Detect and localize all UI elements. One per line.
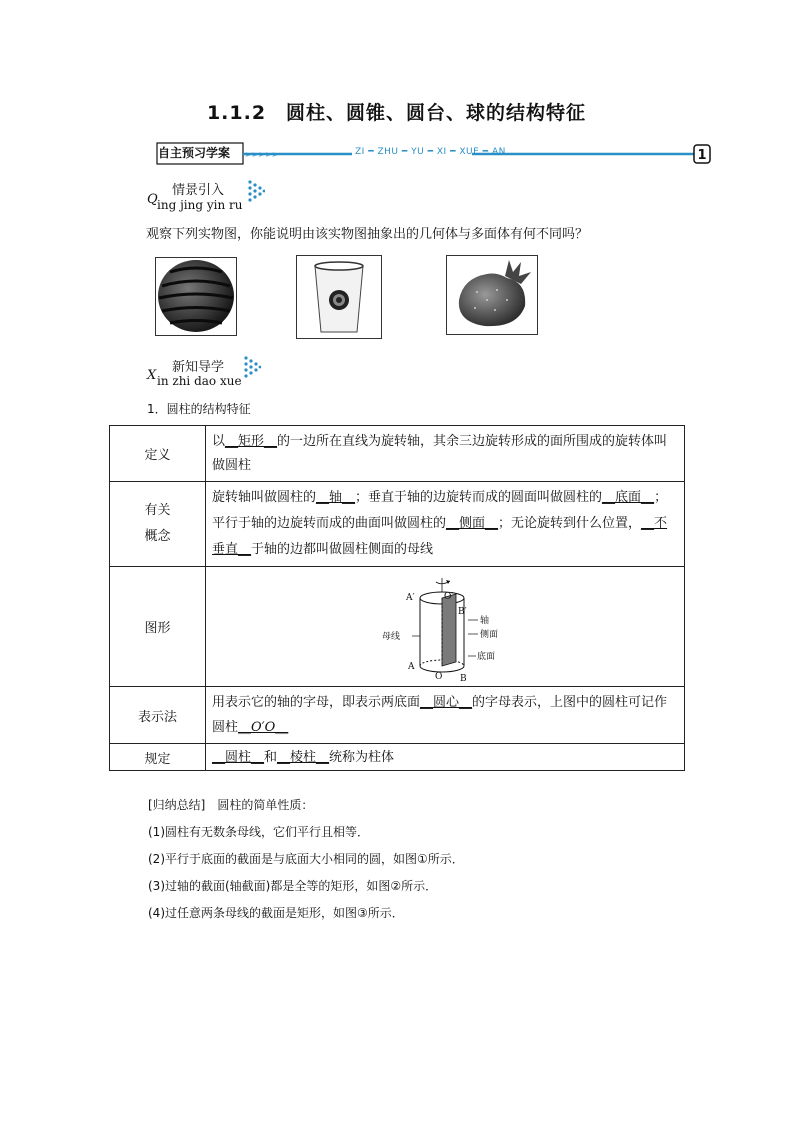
summary-item: (4)过任意两条母线的截面是矩形，如图③所示．	[148, 906, 404, 920]
banner-dash: ━	[364, 147, 378, 157]
paper-cup-image	[296, 255, 382, 339]
summary-block	[148, 792, 464, 927]
row-content	[206, 567, 685, 687]
banner-label: 自主预习学案	[158, 146, 231, 160]
callout-label: 底面	[477, 651, 496, 662]
table-row-rule	[110, 744, 685, 771]
cylinder-diagram	[206, 568, 684, 686]
answer-blank: __轴__	[316, 490, 356, 505]
point-label: B	[460, 673, 467, 684]
point-label: A′	[406, 592, 415, 603]
answer-blank: __矩形__	[225, 433, 278, 449]
table-row-notation	[110, 687, 685, 744]
section1-pinyin: ing jing yin ru	[157, 198, 243, 212]
section2-pinyin: in zhi dao xue	[157, 374, 242, 388]
summary-item: (3)过轴的截面(轴截面)都是全等的矩形，如图②所示．	[148, 879, 438, 893]
row-label: 图形	[110, 567, 206, 687]
strawberry-image	[446, 255, 538, 335]
point-label: A	[408, 661, 415, 672]
banner-pinyin-word: XUE	[459, 147, 480, 157]
page-title: 1.1.2 圆柱、圆锥、圆台、球的结构特征	[206, 102, 587, 124]
answer-blank: __棱柱__	[277, 749, 330, 765]
section2-caption: 新知导学	[172, 360, 225, 375]
section1-letter: Q	[147, 192, 158, 207]
chevron-arrows-icon	[243, 355, 261, 379]
subheading: 1．圆柱的结构特征	[147, 402, 251, 416]
banner-number: 1	[697, 148, 707, 163]
summary-item: (2)平行于底面的截面是与底面大小相同的圆，如图①所示．	[148, 852, 464, 866]
answer-blank: __不垂直__	[212, 516, 668, 557]
cylinder-feature-table	[109, 425, 685, 771]
callout-label: 侧面	[480, 629, 499, 640]
answer-blank: __底面__	[602, 490, 655, 505]
callout-label: 轴	[480, 615, 490, 626]
banner-pinyin-word: AN	[491, 147, 506, 157]
banner-pinyin	[355, 147, 506, 157]
row-label: 有关 概念	[110, 482, 206, 567]
row-content: 用表示它的轴的字母，即表示两底面__圆心__的字母表示，上图中的圆柱可记作圆柱__O′O__	[206, 687, 685, 744]
point-label: O′	[444, 591, 454, 602]
section2-letter: X	[147, 368, 157, 383]
lead-question: 观察下列实物图，你能说明由该实物图抽象出的几何体与多面体有何不同吗？	[146, 227, 589, 242]
banner-dash: ━	[398, 147, 412, 157]
summary-item: (1)圆柱有无数条母线，它们平行且相等．	[148, 825, 369, 839]
point-label: B′	[458, 606, 467, 617]
banner-pinyin-word: XI	[436, 147, 447, 157]
banner-pinyin-word: ZHU	[377, 147, 399, 157]
row-content: __圆柱__和__棱柱__统称为柱体	[206, 744, 685, 771]
row-content: 以__矩形__的一边所在直线为旋转轴，其余三边旋转形成的面所围成的旋转体叫做圆柱	[206, 426, 685, 482]
answer-blank: __圆心__	[420, 695, 473, 710]
callout-label: 母线	[382, 631, 401, 642]
row-label: 规定	[110, 744, 206, 771]
watermelon-image	[155, 257, 237, 336]
summary-heading: [归纳总结] 圆柱的简单性质：	[148, 798, 314, 812]
table-row-figure	[110, 567, 685, 687]
answer-blank: __圆柱__	[212, 749, 265, 765]
banner-dash: ━	[479, 147, 492, 157]
banner-pinyin-word: YU	[411, 147, 425, 157]
table-row-definition	[110, 426, 685, 482]
point-label: O	[435, 671, 443, 682]
banner-dash: ━	[424, 147, 437, 157]
table-row-concepts	[110, 482, 685, 567]
section1-caption: 情景引入	[172, 183, 225, 198]
banner-dash: ━	[446, 147, 460, 157]
row-content: 旋转轴叫做圆柱的__轴__；垂直于轴的边旋转而成的圆面叫做圆柱的__底面__；平行于轴的边旋转而成的曲面叫做圆柱的__侧面__；无论旋转到什么位置，__不垂直__于轴的边都叫做圆柱侧面的母线	[206, 482, 685, 567]
chevron-arrows-icon	[247, 179, 265, 203]
row-label: 定义	[110, 426, 206, 482]
answer-blank: __O′O__	[238, 720, 289, 735]
banner-arrows: >>>>>	[245, 150, 279, 159]
banner-pinyin-word: ZI	[355, 147, 365, 157]
answer-blank: __侧面__	[446, 516, 499, 531]
row-label: 表示法	[110, 687, 206, 744]
